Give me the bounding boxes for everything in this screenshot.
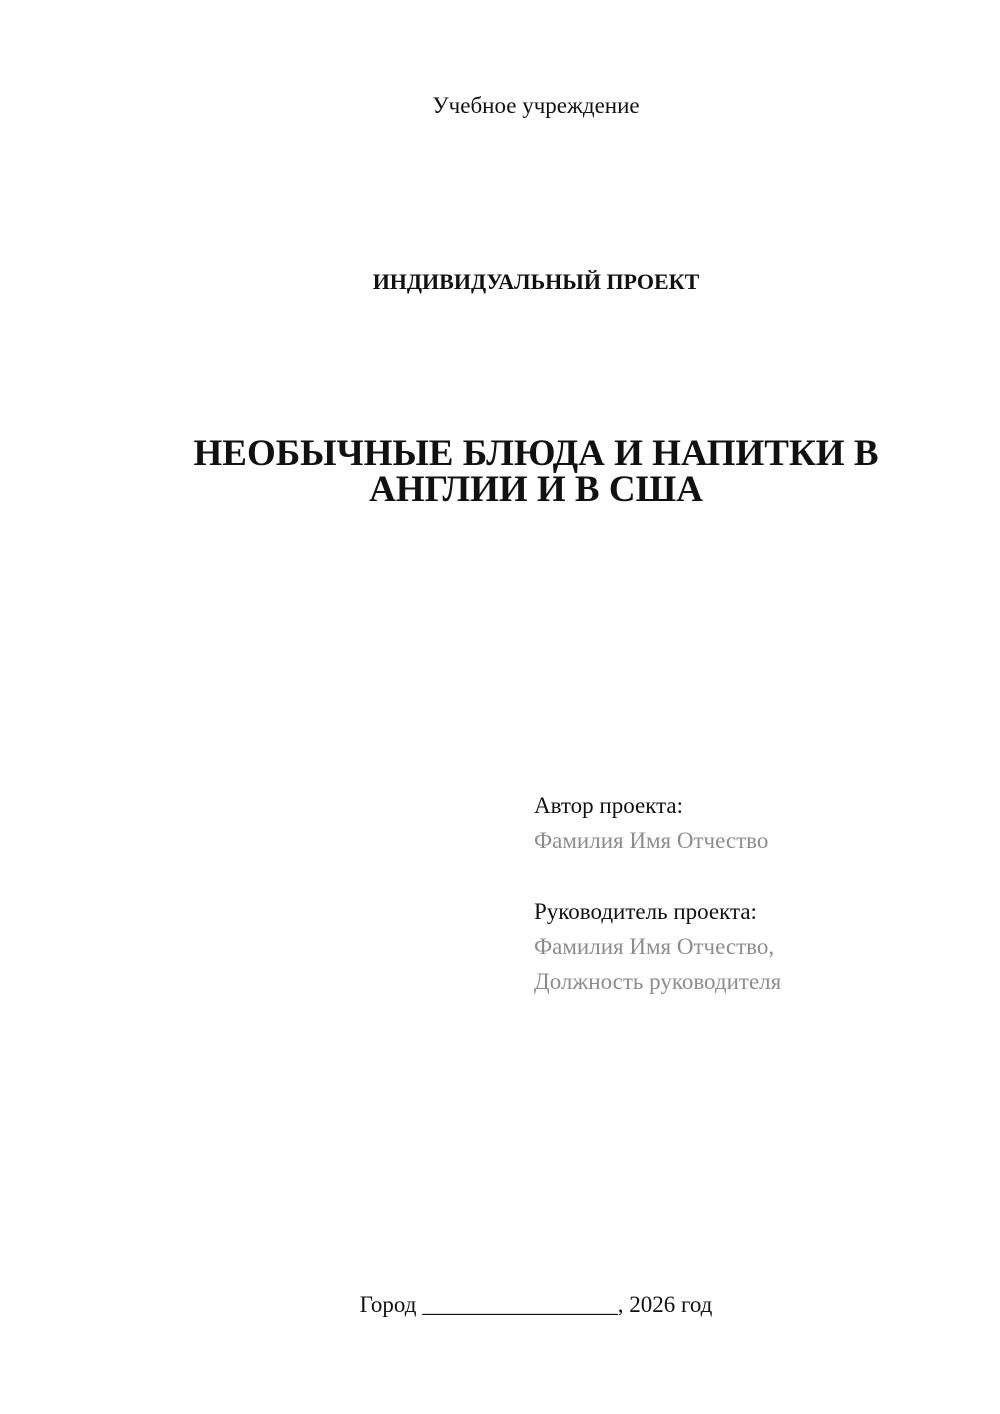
document-title [120,433,952,510]
supervisor-name: Фамилия Имя Отчество, [534,934,775,959]
spacer [534,858,974,894]
author-label: Автор проекта: [534,793,683,818]
document-type: ИНДИВИДУАЛЬНЫЙ ПРОЕКТ [372,269,700,294]
institution-name: Учебное учреждение [432,93,640,118]
supervisor-position: Должность руководителя [534,969,782,994]
author-name: Фамилия Имя Отчество [534,828,769,853]
city-year-line: Город _________________, 2026 год [359,1292,713,1317]
supervisor-label: Руководитель проекта: [534,899,757,924]
project-info-block [534,788,974,999]
document-title-line-2: АНГЛИИ И В США [369,469,703,510]
document-title-line-1: НЕОБЫЧНЫЕ БЛЮДА И НАПИТКИ В [193,433,879,474]
